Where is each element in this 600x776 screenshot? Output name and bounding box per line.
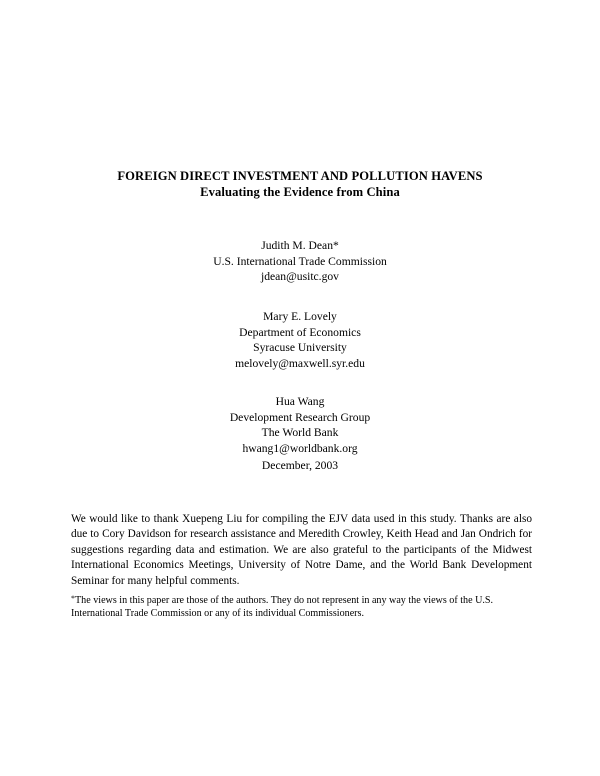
author-name: Hua Wang [275,395,325,408]
author-block-3 [0,394,600,456]
author-name: Mary E. Lovely [263,310,337,323]
author-email: hwang1@worldbank.org [242,441,358,455]
author-affiliation: U.S. International Trade Commission [213,254,387,268]
author-block-1 [0,238,600,285]
author-affiliation: Development Research Group [229,410,371,424]
paper-date: December, 2003 [261,459,339,472]
author-affiliation: The World Bank [261,426,339,439]
footnote-marker: * [71,594,75,603]
author-email: jdean@usitc.gov [261,270,339,283]
author-email: melovely@maxwell.syr.edu [235,356,365,370]
acknowledgment-paragraph: We would like to thank Xuepeng Liu for compiling the EJV data used in this study. Thanks are also due to Cory Davidson for research assistance and Meredith Crowley, Keith Head and Jan Ondrich for suggestions regarding data and estimation. We are also grateful to the participants of the Midwest International Economics Meetings, University of Notre Dame, and the World Bank Development Seminar for many helpful comments. [71,513,532,587]
paper-title: FOREIGN DIRECT INVESTMENT AND POLLUTION HAVENS [117,169,483,183]
footnote [71,592,532,620]
author-affiliation: Department of Economics [239,325,361,339]
author-affiliation: Syracuse University [253,341,347,354]
author-name: Judith M. Dean* [261,239,339,252]
footnote-text: The views in this paper are those of the authors. They do not represent in any way the views of the U.S. International Trade Commission or any of its individual Commissioners. [71,595,494,620]
author-block-2 [0,309,600,371]
paper-subtitle: Evaluating the Evidence from China [200,185,400,199]
